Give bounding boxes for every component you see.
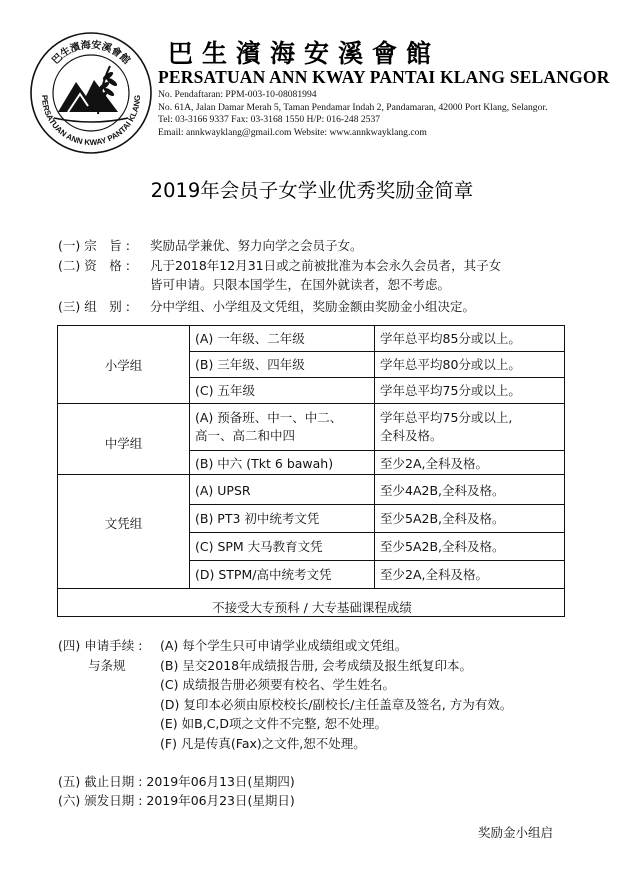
deadline-date: (五) 截止日期 : 2019年06月13日(星期四) [58,774,295,789]
rule-item: (D) 复印本必须由原校校长/副校长/主任盖章及签名, 方为有效。 [160,696,513,712]
svg-text:巴生濱海安溪會館 [50,38,134,67]
level-cell: (B) PT3 初中统考文凭 [195,511,320,526]
requirement-cell-line2: 全科及格。 [380,428,443,443]
level-cell: (A) UPSR [195,483,251,498]
requirement-cell: 至少4A2B,全科及格。 [380,483,505,498]
group-diploma: 文凭组 [104,516,143,531]
section-text: 奖励品学兼优、努力向学之会员子女。 [150,238,363,253]
requirement-cell: 至少2A,全科及格。 [380,567,488,582]
requirement-cell: 学年总平均75分或以上, [380,410,513,425]
rule-item: (A) 每个学生只可申请学业成绩组或文凭组。 [160,638,408,653]
org-name-chinese: 巴生濱海安溪會館 [168,39,441,68]
contact-block [158,89,547,139]
section-label: (二) 资 格 : [58,258,130,273]
level-cell: (A) 一年级、二年级 [195,331,305,346]
section-label: (一) 宗 旨 : [58,238,130,253]
table-footer-note: 不接受大专预科 / 大专基础课程成绩 [212,600,412,615]
logo-en-text: PERSATUAN ANN KWAY PANTAI KLANG [39,94,143,148]
logo-cn-text: 巴生濱海安溪會館 [50,39,132,67]
requirement-cell: 学年总平均75分或以上。 [380,383,521,398]
requirement-cell: 至少2A,全科及格。 [380,456,488,471]
group-secondary: 中学组 [104,436,143,451]
address: No. 61A, Jalan Damar Merah 5, Taman Pendamar Indah 2, Pandamaran, 42000 Port Klang, Selangor. [158,101,548,113]
requirement-cell: 学年总平均80分或以上。 [380,357,521,372]
signature: 奖励金小组启 [478,825,554,840]
section-text: 皆可申请。只限本国学生，在国外就读者，恕不考虑。 [150,277,451,292]
requirement-cell: 至少5A2B,全科及格。 [380,539,505,554]
criteria-table [57,325,565,617]
rules-list [160,636,512,753]
registration-number: No. Pendaftaran: PPM-003-10-08081994 [158,89,317,100]
level-cell: (C) SPM 大马教育文凭 [195,539,323,554]
rule-item: (E) 如B,C,D项之文件不完整, 恕不处理。 [160,716,387,731]
award-date: (六) 颁发日期 : 2019年06月23日(星期日) [58,793,295,808]
rule-item: (C) 成绩报告册必须要有校名、学生姓名。 [160,677,395,692]
section-text: 凡于2018年12月31日或之前被批准为本会永久会员者，其子女 [150,258,502,273]
level-cell-line2: 高一、高二和中四 [195,428,296,443]
section-text: 分中学组、小学组及文凭组，奖励金额由奖励金小组决定。 [150,299,476,314]
rules-heading: (四) 申请手续 : [58,638,143,653]
dates-block [58,772,295,810]
email-website: Email: annkwayklang@gmail.com Website: www.annkwayklang.com [158,126,427,138]
rule-item: (F) 凡是传真(Fax)之文件,恕不处理。 [160,735,366,751]
section-label: (三) 组 别 : [58,299,130,314]
requirement-cell: 至少5A2B,全科及格。 [380,511,505,526]
level-cell: (C) 五年级 [195,383,255,398]
level-cell: (B) 三年级、四年级 [195,357,305,372]
rule-item: (B) 呈交2018年成绩报告册, 会考成绩及报生纸复印本。 [160,657,473,673]
group-primary: 小学组 [104,358,143,373]
phone-numbers: Tel: 03-3166 9337 Fax: 03-3168 1550 H/P: 016-248 2537 [158,114,381,125]
level-cell: (D) STPM/高中统考文凭 [195,567,332,582]
rules-heading-line2: 与条规 [88,657,126,673]
level-cell: (B) 中六 (Tkt 6 bawah) [195,456,334,471]
requirement-cell: 学年总平均85分或以上。 [380,331,521,346]
association-logo [28,30,154,156]
document-title: 2019年会员子女学业优秀奖励金简章 [150,179,474,202]
org-name-english: PERSATUAN ANN KWAY PANTAI KLANG SELANGOR [158,67,610,87]
level-cell: (A) 预备班、中一、中二、 [195,410,343,425]
